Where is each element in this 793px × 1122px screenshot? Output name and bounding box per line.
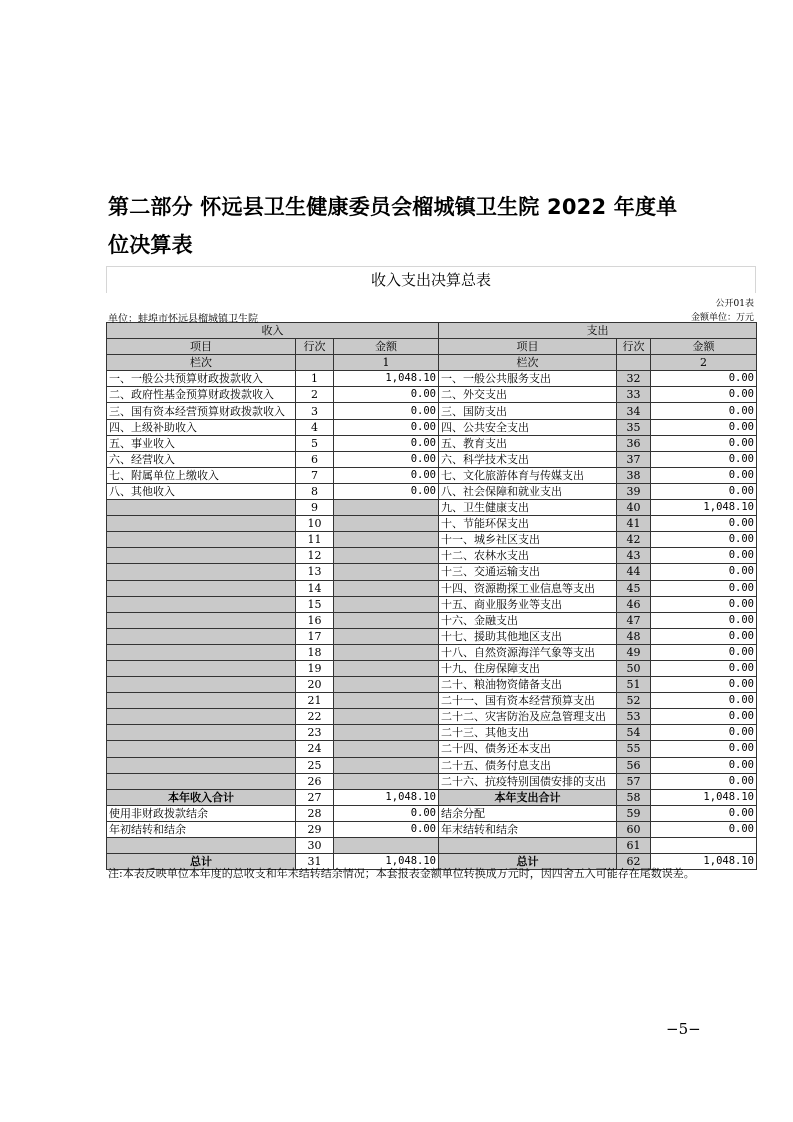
income-row-no-cell: 23 [296, 725, 334, 741]
expense-item-cell: 十、节能环保支出 [439, 516, 617, 532]
income-amount-col: 金额 [334, 339, 439, 355]
expense-amount-cell: 0.00 [651, 693, 757, 709]
income-amount-cell: 0.00 [334, 821, 439, 837]
income-amount-cell: 0.00 [334, 805, 439, 821]
expense-item-cell [439, 838, 617, 854]
income-item-cell: 六、经营收入 [107, 451, 296, 467]
table-row [107, 612, 757, 628]
income-row-no-cell: 14 [296, 580, 334, 596]
income-row-no-cell: 16 [296, 612, 334, 628]
reporting-unit: 单位：蚌埠市怀远县榴城镇卫生院 [108, 314, 258, 325]
expense-amount-cell: 0.00 [651, 612, 757, 628]
expense-row-no-cell: 43 [617, 548, 651, 564]
income-item-cell [107, 548, 296, 564]
expense-amount-cell: 0.00 [651, 516, 757, 532]
expense-amount-cell: 0.00 [651, 805, 757, 821]
expense-row-no-cell: 46 [617, 596, 651, 612]
expense-amount-cell: 1,048.10 [651, 854, 757, 870]
income-amount-cell: 0.00 [334, 403, 439, 419]
income-column-no-blank [296, 355, 334, 371]
expense-row-no-cell: 60 [617, 821, 651, 837]
expense-amount-cell: 1,048.10 [651, 789, 757, 805]
income-item-cell: 二、政府性基金预算财政拨款收入 [107, 387, 296, 403]
table-row [107, 467, 757, 483]
income-item-cell [107, 693, 296, 709]
expense-row-no-cell: 38 [617, 467, 651, 483]
income-row-no-cell: 10 [296, 516, 334, 532]
income-item-cell [107, 532, 296, 548]
expense-row-no-cell: 59 [617, 805, 651, 821]
income-amount-cell [334, 580, 439, 596]
expense-item-cell: 年末结转和结余 [439, 821, 617, 837]
income-amount-cell [334, 516, 439, 532]
expense-item-cell: 二十、粮油物资储备支出 [439, 677, 617, 693]
expense-row-no-cell: 54 [617, 725, 651, 741]
expense-row-no-cell: 32 [617, 371, 651, 387]
expense-item-cell: 十五、商业服务业等支出 [439, 596, 617, 612]
expense-row-no-cell: 51 [617, 677, 651, 693]
expense-item-cell: 结余分配 [439, 805, 617, 821]
expense-item-cell: 本年支出合计 [439, 789, 617, 805]
expense-row-no-cell: 48 [617, 628, 651, 644]
table-row [107, 451, 757, 467]
expense-row-no-cell: 35 [617, 419, 651, 435]
table-row [107, 564, 757, 580]
income-amount-cell [334, 596, 439, 612]
table-row [107, 838, 757, 854]
income-row-no-cell: 11 [296, 532, 334, 548]
expense-item-cell: 十八、自然资源海洋气象等支出 [439, 644, 617, 660]
expense-amount-cell: 0.00 [651, 741, 757, 757]
income-amount-cell [334, 644, 439, 660]
income-amount-cell: 1,048.10 [334, 371, 439, 387]
income-amount-cell [334, 548, 439, 564]
income-header: 收入 [107, 323, 439, 339]
income-amount-cell: 0.00 [334, 435, 439, 451]
table-row [107, 693, 757, 709]
expense-item-cell: 八、社会保障和就业支出 [439, 483, 617, 499]
income-item-cell [107, 757, 296, 773]
income-column-no-label: 栏次 [107, 355, 296, 371]
income-item-cell [107, 612, 296, 628]
income-item-cell: 总计 [107, 854, 296, 870]
expense-item-cell: 十九、住房保障支出 [439, 660, 617, 676]
income-amount-cell [334, 628, 439, 644]
expense-item-cell: 二十一、国有资本经营预算支出 [439, 693, 617, 709]
expense-amount-cell: 0.00 [651, 451, 757, 467]
income-row-no-cell: 31 [296, 854, 334, 870]
table-row [107, 821, 757, 837]
expense-amount-cell: 0.00 [651, 419, 757, 435]
table-row [107, 725, 757, 741]
income-item-cell [107, 725, 296, 741]
expense-row-no-cell: 33 [617, 387, 651, 403]
heading-line-1: 第二部分 怀远县卫生健康委员会榴城镇卫生院 2022 年度单 [108, 195, 678, 219]
summary-table-grid [106, 322, 757, 870]
table-row [107, 548, 757, 564]
budget-summary-table [106, 266, 756, 870]
table-row [107, 741, 757, 757]
expense-item-cell: 二十五、债务付息支出 [439, 757, 617, 773]
expense-item-cell: 六、科学技术支出 [439, 451, 617, 467]
expense-amount-cell: 0.00 [651, 371, 757, 387]
income-item-cell: 使用非财政拨款结余 [107, 805, 296, 821]
expense-amount-cell: 0.00 [651, 467, 757, 483]
table-title: 收入支出决算总表 [106, 266, 756, 293]
expense-column-no: 2 [651, 355, 757, 371]
expense-row-no-cell: 41 [617, 516, 651, 532]
income-item-cell: 三、国有资本经营预算财政拨款收入 [107, 403, 296, 419]
expense-amount-cell: 0.00 [651, 387, 757, 403]
table-row [107, 403, 757, 419]
income-amount-cell [334, 757, 439, 773]
expense-row-no-cell: 47 [617, 612, 651, 628]
expense-row-no-cell: 36 [617, 435, 651, 451]
expense-item-cell: 二十三、其他支出 [439, 725, 617, 741]
expense-amount-cell: 0.00 [651, 660, 757, 676]
expense-amount-cell: 0.00 [651, 403, 757, 419]
income-amount-cell [334, 709, 439, 725]
table-row [107, 371, 757, 387]
income-row-no-cell: 29 [296, 821, 334, 837]
expense-amount-cell: 0.00 [651, 580, 757, 596]
income-item-cell [107, 838, 296, 854]
expense-amount-cell: 0.00 [651, 757, 757, 773]
heading-line-2: 位决算表 [108, 233, 193, 257]
income-row-no-cell: 6 [296, 451, 334, 467]
income-row-no-cell: 9 [296, 500, 334, 516]
expense-amount-cell: 0.00 [651, 725, 757, 741]
table-note: 注:本表反映单位本年度的总收支和年末结转结余情况；本套报表金额单位转换成万元时，因四舍五入可能存在尾数误差。 [108, 867, 695, 880]
income-amount-cell: 0.00 [334, 451, 439, 467]
table-row [107, 500, 757, 516]
expense-row-no-cell: 42 [617, 532, 651, 548]
table-row [107, 532, 757, 548]
expense-row-no-cell: 62 [617, 854, 651, 870]
income-amount-cell: 0.00 [334, 467, 439, 483]
income-row-no-cell: 3 [296, 403, 334, 419]
expense-item-cell: 九、卫生健康支出 [439, 500, 617, 516]
expense-item-cell: 十六、金融支出 [439, 612, 617, 628]
expense-row-no-cell: 34 [617, 403, 651, 419]
expense-item-cell: 十四、资源勘探工业信息等支出 [439, 580, 617, 596]
expense-item-cell: 十二、农林水支出 [439, 548, 617, 564]
income-amount-cell [334, 612, 439, 628]
expense-amount-cell: 1,048.10 [651, 500, 757, 516]
expense-row-no-cell: 55 [617, 741, 651, 757]
expense-amount-cell: 0.00 [651, 677, 757, 693]
income-row-no-cell: 30 [296, 838, 334, 854]
expense-amount-cell: 0.00 [651, 435, 757, 451]
income-row-no-cell: 22 [296, 709, 334, 725]
income-amount-cell [334, 741, 439, 757]
expense-amount-cell: 0.00 [651, 709, 757, 725]
income-row-no-cell: 13 [296, 564, 334, 580]
income-item-col: 项目 [107, 339, 296, 355]
table-meta [106, 293, 756, 325]
expense-item-cell: 三、国防支出 [439, 403, 617, 419]
income-row-no-cell: 7 [296, 467, 334, 483]
expense-item-cell: 五、教育支出 [439, 435, 617, 451]
income-row-col: 行次 [296, 339, 334, 355]
income-amount-cell [334, 660, 439, 676]
income-item-cell [107, 709, 296, 725]
income-item-cell: 一、一般公共预算财政拨款收入 [107, 371, 296, 387]
income-amount-cell [334, 838, 439, 854]
expense-row-no-cell: 45 [617, 580, 651, 596]
income-amount-cell [334, 500, 439, 516]
income-item-cell: 五、事业收入 [107, 435, 296, 451]
table-body [107, 371, 757, 870]
expense-item-cell: 四、公共安全支出 [439, 419, 617, 435]
income-item-cell [107, 596, 296, 612]
income-row-no-cell: 20 [296, 677, 334, 693]
table-row [107, 628, 757, 644]
expense-row-no-cell: 49 [617, 644, 651, 660]
income-row-no-cell: 17 [296, 628, 334, 644]
expense-item-cell: 十一、城乡社区支出 [439, 532, 617, 548]
expense-item-cell: 十三、交通运输支出 [439, 564, 617, 580]
expense-amount-cell: 0.00 [651, 548, 757, 564]
income-amount-cell [334, 677, 439, 693]
expense-row-no-cell: 39 [617, 483, 651, 499]
income-row-no-cell: 25 [296, 757, 334, 773]
table-row [107, 805, 757, 821]
table-row [107, 773, 757, 789]
income-item-cell: 本年收入合计 [107, 789, 296, 805]
income-amount-cell [334, 725, 439, 741]
income-row-no-cell: 21 [296, 693, 334, 709]
income-amount-cell: 0.00 [334, 483, 439, 499]
income-row-no-cell: 27 [296, 789, 334, 805]
expense-item-cell: 总计 [439, 854, 617, 870]
income-item-cell: 八、其他收入 [107, 483, 296, 499]
expense-amount-cell: 0.00 [651, 483, 757, 499]
expense-amount-cell: 0.00 [651, 532, 757, 548]
table-row [107, 435, 757, 451]
expense-row-no-cell: 44 [617, 564, 651, 580]
table-code: 公开01表 [715, 299, 754, 309]
expense-amount-cell: 0.00 [651, 773, 757, 789]
income-item-cell: 年初结转和结余 [107, 821, 296, 837]
income-row-no-cell: 12 [296, 548, 334, 564]
income-row-no-cell: 15 [296, 596, 334, 612]
expense-amount-cell: 0.00 [651, 564, 757, 580]
expense-item-cell: 十七、援助其他地区支出 [439, 628, 617, 644]
income-item-cell [107, 644, 296, 660]
income-item-cell [107, 677, 296, 693]
table-row [107, 387, 757, 403]
income-row-no-cell: 28 [296, 805, 334, 821]
expense-item-cell: 二十六、抗疫特别国债安排的支出 [439, 773, 617, 789]
table-row [107, 644, 757, 660]
income-column-no: 1 [334, 355, 439, 371]
money-unit: 金额单位：万元 [690, 313, 754, 323]
table-row [107, 660, 757, 676]
expense-row-no-cell: 58 [617, 789, 651, 805]
income-item-cell [107, 660, 296, 676]
expense-item-cell: 二、外交支出 [439, 387, 617, 403]
income-row-no-cell: 24 [296, 741, 334, 757]
expense-item-cell: 一、一般公共服务支出 [439, 371, 617, 387]
income-item-cell [107, 741, 296, 757]
income-item-cell [107, 580, 296, 596]
expense-row-no-cell: 57 [617, 773, 651, 789]
income-amount-cell [334, 532, 439, 548]
income-row-no-cell: 18 [296, 644, 334, 660]
expense-amount-cell: 0.00 [651, 628, 757, 644]
table-row [107, 483, 757, 499]
expense-item-cell: 二十四、债务还本支出 [439, 741, 617, 757]
income-amount-cell [334, 693, 439, 709]
income-row-no-cell: 5 [296, 435, 334, 451]
expense-row-col: 行次 [617, 339, 651, 355]
expense-amount-col: 金额 [651, 339, 757, 355]
expense-row-no-cell: 52 [617, 693, 651, 709]
page-number: −5− [666, 1020, 701, 1038]
expense-row-no-cell: 56 [617, 757, 651, 773]
income-row-no-cell: 2 [296, 387, 334, 403]
income-row-no-cell: 26 [296, 773, 334, 789]
expense-item-col: 项目 [439, 339, 617, 355]
table-row [107, 789, 757, 805]
income-amount-cell: 1,048.10 [334, 789, 439, 805]
expense-row-no-cell: 50 [617, 660, 651, 676]
table-row [107, 516, 757, 532]
expense-item-cell: 二十二、灾害防治及应急管理支出 [439, 709, 617, 725]
expense-row-no-cell: 40 [617, 500, 651, 516]
income-item-cell: 七、附属单位上缴收入 [107, 467, 296, 483]
document-heading [108, 188, 708, 264]
table-row [107, 580, 757, 596]
income-item-cell [107, 773, 296, 789]
expense-column-no-blank [617, 355, 651, 371]
income-row-no-cell: 19 [296, 660, 334, 676]
income-item-cell [107, 516, 296, 532]
expense-column-no-label: 栏次 [439, 355, 617, 371]
table-row [107, 709, 757, 725]
income-row-no-cell: 4 [296, 419, 334, 435]
table-row [107, 596, 757, 612]
expense-row-no-cell: 61 [617, 838, 651, 854]
expense-item-cell: 七、文化旅游体育与传媒支出 [439, 467, 617, 483]
income-row-no-cell: 8 [296, 483, 334, 499]
expense-amount-cell: 0.00 [651, 596, 757, 612]
income-amount-cell: 1,048.10 [334, 854, 439, 870]
table-row [107, 419, 757, 435]
income-item-cell [107, 500, 296, 516]
expense-row-no-cell: 53 [617, 709, 651, 725]
expense-amount-cell [651, 838, 757, 854]
expense-row-no-cell: 37 [617, 451, 651, 467]
income-item-cell: 四、上级补助收入 [107, 419, 296, 435]
income-row-no-cell: 1 [296, 371, 334, 387]
table-row [107, 757, 757, 773]
expense-amount-cell: 0.00 [651, 644, 757, 660]
income-amount-cell [334, 773, 439, 789]
income-amount-cell: 0.00 [334, 419, 439, 435]
table-row [107, 677, 757, 693]
income-item-cell [107, 628, 296, 644]
expense-header: 支出 [439, 323, 757, 339]
expense-amount-cell: 0.00 [651, 821, 757, 837]
income-item-cell [107, 564, 296, 580]
income-amount-cell [334, 564, 439, 580]
income-amount-cell: 0.00 [334, 387, 439, 403]
